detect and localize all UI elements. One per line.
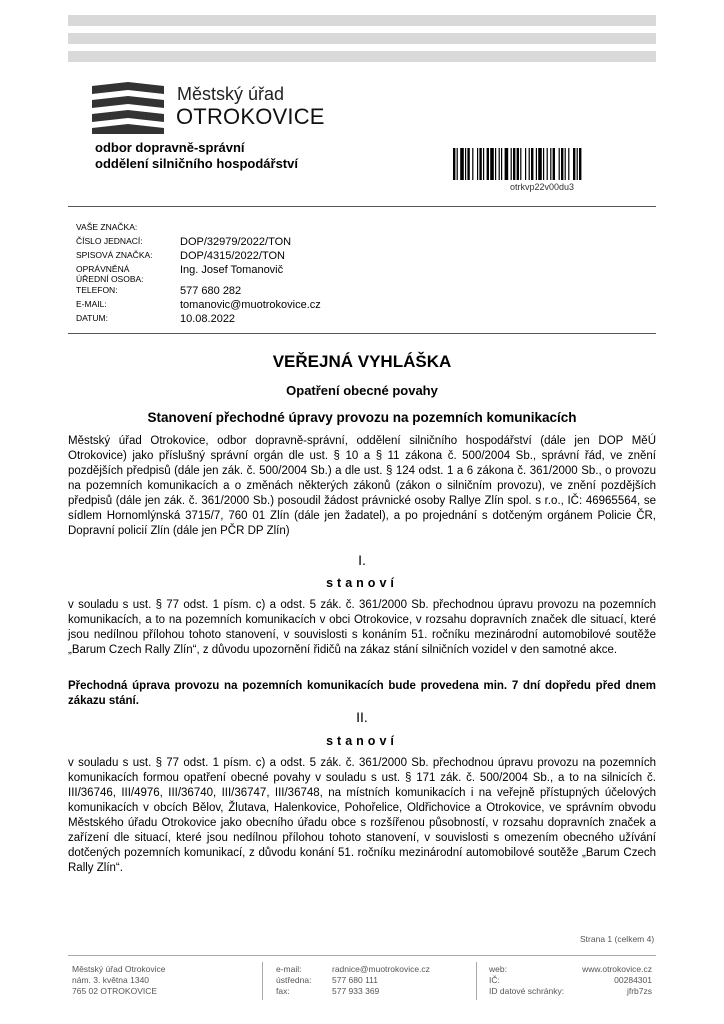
meta-label: DATUM: (76, 313, 108, 323)
meta-value: 577 680 282 (180, 285, 242, 297)
barcode-bar (547, 148, 548, 180)
footer-contact-label: fax: (276, 986, 290, 996)
footer-address-line: nám. 3. května 1340 (72, 975, 150, 985)
logo-title: OTROKOVICE (176, 104, 325, 129)
barcode-bar (490, 148, 494, 180)
divider (68, 333, 656, 334)
barcode-bar (511, 148, 512, 180)
barcode-bar (501, 148, 502, 180)
barcode-bar (529, 148, 530, 180)
footer-phone: 577 680 111 (332, 975, 379, 985)
meta-value: 10.08.2022 (180, 313, 236, 325)
section-1-text: v souladu s ust. § 77 odst. 1 písm. c) a odst. 5 zák. č. 361/2000 Sb. přechodnou úpravu provozu na pozemních komunikacích, a to na pozemních komunikacích v obci Otrokovice, v rozsahu dopravních značek dle situací, které jsou nedílnou přílohou tohoto stanovení, v souvislosti s konáním 51. ročníku mezinárodní automobilové soutěže „Barum Czech Rally Zlín“, z důvodu upozornění řidičů na zákaz stání silničních vozidel v den samotné akce. (68, 599, 656, 656)
barcode-bar (520, 148, 521, 180)
meta-label: ČÍSLO JEDNACÍ: (76, 236, 143, 246)
meta-label: SPISOVÁ ZNAČKA: (76, 250, 153, 260)
footer-id-label: web: (489, 964, 507, 974)
barcode-bar (465, 148, 466, 180)
meta-value: Ing. Josef Tomanovič (180, 264, 284, 276)
meta-label: E-MAIL: (76, 299, 107, 309)
logo-subtitle: Městský úřad (177, 84, 285, 104)
page-number: Strana 1 (celkem 4) (580, 934, 655, 944)
footer-address-line: 765 02 OTROKOVICE (72, 986, 158, 996)
barcode-bar (477, 148, 478, 180)
section-1-heading: stanoví (326, 576, 398, 590)
barcode-bar (453, 148, 455, 180)
barcode-bar (559, 148, 560, 180)
meta-label: TELEFON: (76, 285, 118, 295)
top-bar-1 (68, 15, 656, 26)
barcode-bar (513, 148, 515, 180)
divider (68, 206, 656, 207)
footer-ico: 00284301 (614, 975, 652, 985)
footer-email[interactable]: radnice@muotrokovice.cz (332, 964, 430, 974)
barcode-bar (460, 148, 464, 180)
barcode-bar (550, 148, 551, 180)
top-bar-3 (68, 51, 656, 62)
footer-fax: 577 933 369 (332, 986, 380, 996)
footer-divider (68, 955, 656, 956)
barcode-bar (483, 148, 484, 180)
barcode-bar (472, 148, 473, 180)
barcode-bar (479, 148, 481, 180)
footer-address-line: Městský úřad Otrokovice (72, 964, 166, 974)
meta-label: OPRÁVNĚNÁ ÚŘEDNÍ OSOBA: (76, 264, 144, 284)
footer-id-label: ID datové schránky: (489, 986, 565, 996)
barcode-bar (495, 148, 496, 180)
logo-icon (92, 82, 164, 134)
meta-value[interactable]: tomanovic@muotrokovice.cz (180, 299, 321, 311)
section-1-note: Přechodná úprava provozu na pozemních komunikacích bude provedena min. 7 dní dopředu před dnem zákazu stání. (68, 680, 656, 707)
section-2-heading: stanoví (326, 734, 398, 748)
barcode-bar (577, 148, 578, 180)
footer-separator (476, 962, 477, 1000)
barcode (453, 148, 631, 180)
footer-id-label: IČ: (489, 975, 500, 985)
barcode-bar (553, 148, 555, 180)
meta-value: DOP/4315/2022/TON (180, 250, 285, 262)
section-1-numeral: I. (358, 552, 366, 568)
section-2-numeral: II. (356, 709, 368, 725)
barcode-bar (467, 148, 469, 180)
barcode-bar (565, 148, 566, 180)
footer-separator (262, 962, 263, 1000)
barcode-text: otrkvp22v00du3 (510, 182, 575, 192)
footer-contact-label: ústředna: (276, 975, 312, 985)
barcode-bar (457, 148, 458, 180)
document-subtitle: Opatření obecné povahy (286, 383, 438, 398)
barcode-bar (543, 148, 544, 180)
section-2-text: v souladu s ust. § 77 odst. 1 písm. c) a odst. 5 zák. č. 361/2000 Sb. přechodnou úpravu provozu na pozemních komunikacích formou opatření obecné povahy v souladu s ust. § 171 zák. č. 500/2004 Sb., a to na silnicích č. III/36746, III/4976, III/36740, III/36747, III/36748, na místních komunikacích i na veřejně přístupných účelových komunikacích v obcích Bělov, Žlutava, Halenkovice, Pohořelice, Oldřichovice a Otrokovice, ve správním obvodu Městského úřadu Otrokovice jako obecního úřadu obce s rozšířenou působností, v rozsahu dopravních značek a zařízení dle situací, které jsou nedílnou přílohou tohoto stanovení, v souvislosti s omezením obecného užívání dotčených pozemních komunikací, z důvodu konání 51. ročníku mezinárodní automobilové soutěže „Barum Czech Rally Zlín“. (68, 757, 656, 874)
section-name: oddělení silničního hospodářství (95, 156, 298, 171)
barcode-bar (525, 148, 526, 180)
footer-website[interactable]: www.otrokovice.cz (582, 964, 652, 974)
barcode-bar (568, 148, 569, 180)
document-heading: Stanovení přechodné úpravy provozu na pozemních komunikacích (147, 410, 577, 425)
barcode-bar (517, 148, 519, 180)
intro-paragraph: Městský úřad Otrokovice, odbor dopravně-správní, oddělení silničního hospodářství (dále jen DOP MěÚ Otrokovice) jako příslušný správní orgán dle ust. § 10 a § 11 zákona č. 500/2004 Sb., správní řád, ve znění pozdějších předpisů (dále jen zák. č. 500/2004 Sb.) a dle ust. § 124 odst. 1 a 6 zákona č. 361/2000 Sb., o provozu na pozemních komunikacích a o změnách některých zákonů (zákon o silničním provozu), ve znění pozdějších předpisů (dále jen zák. č. 361/2000 Sb.) posoudil žádost právnické osoby Rallye Zlín spol. s r.o., IČ: 46965564, se sídlem Hornomlýnská 3715/7, 760 01 Zlín (dále jen žadatel), a po projednání s dotčeným orgánem Policie ČR, Dopravní policií Zlín (dále jen PČR DP Zlín) (68, 435, 656, 537)
barcode-bar (538, 148, 542, 180)
meta-label: VAŠE ZNAČKA: (76, 222, 138, 232)
barcode-bar (505, 148, 509, 180)
barcode-bar (487, 148, 489, 180)
barcode-bar (579, 148, 581, 180)
meta-value: DOP/32979/2022/TON (180, 236, 292, 248)
document-title: VEŘEJNÁ VYHLÁŠKA (272, 352, 452, 371)
top-bar-2 (68, 33, 656, 44)
barcode-bar (536, 148, 537, 180)
barcode-bar (573, 148, 575, 180)
barcode-bar (561, 148, 563, 180)
footer-data-box: jfrb7zs (626, 986, 652, 996)
department-name: odbor dopravně-správní (95, 140, 245, 155)
barcode-bar (499, 148, 500, 180)
barcode-bar (531, 148, 533, 180)
footer-contact-label: e-mail: (276, 964, 302, 974)
